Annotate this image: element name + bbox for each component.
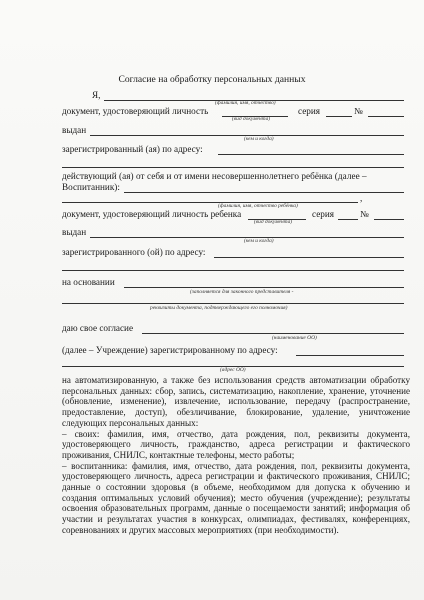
consent-body	[62, 375, 410, 536]
org-hint: (наименование ОО)	[272, 335, 317, 341]
osnovanie-label: на основании	[62, 277, 115, 287]
consent-label: даю свое согласие	[62, 323, 134, 333]
osnovanie-line[interactable]	[124, 287, 404, 288]
fio-hint: (фамилия, имя, отчество)	[215, 100, 276, 106]
institution-label: (далее – Учреждение) зарегистрированному по адресу:	[62, 345, 278, 355]
reg-label: зарегистрированный (ая) по адресу:	[62, 144, 203, 154]
document-title: Согласие на обработку персональных данных	[118, 74, 306, 85]
reg2-label: зарегистрированного (ой) по адресу:	[62, 247, 206, 257]
institution-line-1[interactable]	[296, 355, 404, 356]
comma-mark: ,	[360, 193, 363, 203]
rep-hint: (заполняется для законного представителя -	[190, 289, 294, 295]
body-paragraph-1: на автоматизированную, а также без использования средств автоматизации обработку персональных данных: сбор, запись, систематизацию, накопление, хранение, уточнение (обновление, изменение), извлечение, использование, передачу (распространение, предоставление, доступ), обезличивание, блокирование, удаление, уничтожение следующих персональных данных:	[62, 375, 410, 428]
reg-line-1[interactable]	[218, 154, 404, 155]
seria-label: серия	[298, 106, 321, 116]
reg2-line-2[interactable]	[62, 270, 404, 271]
addr-hint: (адрес ОО)	[220, 367, 246, 373]
child-fio-hint: (фамилия, имя, отчество ребёнка)	[218, 203, 298, 209]
reg2-line-1[interactable]	[214, 257, 404, 258]
seria2-label: серия	[312, 209, 335, 219]
kem2-hint: (кем и когда)	[244, 238, 274, 244]
num2-label: №	[360, 209, 369, 219]
ya-label: Я,	[92, 90, 101, 100]
kem-hint: (кем и когда)	[244, 136, 274, 142]
acting-line2: Воспитанник):	[62, 182, 120, 192]
child-fio-line[interactable]	[62, 202, 358, 203]
osnovanie-line-2[interactable]	[62, 303, 404, 304]
doc-label: документ, удостоверяющий личность	[62, 106, 209, 116]
rep-hint2: реквизиты документа, подтверждающего его полномочия)	[150, 305, 288, 311]
reg-line-2[interactable]	[62, 167, 404, 168]
num2-line[interactable]	[374, 219, 404, 220]
body-paragraph-3: – воспитанника: фамилия, имя, отчество, дата рождения, пол, реквизиты документа, удостоверяющего личность, адреса регистрации и фактического проживания, СНИЛС; данные о состоянии здоровья (в объеме, необходимом для допуска к обучению и создания оптимальных условий обучения); место обучения (учреждение); результаты освоения образовательных программ, данные о посещаемости занятий; информация об участии и результатах участия в конкурсах, олимпиадах, фестивалях, конференциях, соревнованиях и других массовых мероприятиях (при необходимости).	[62, 460, 410, 535]
consent-line[interactable]	[142, 333, 404, 334]
seria-line[interactable]	[326, 116, 352, 117]
doc-type-hint: (вид документа)	[232, 116, 271, 122]
child-doc-label: документ, удостоверяющий личность ребенка	[62, 209, 242, 219]
child-doc-type-hint: (вид документа)	[254, 219, 293, 225]
num-line[interactable]	[368, 116, 404, 117]
num-label: №	[354, 106, 363, 116]
body-paragraph-2: – своих: фамилия, имя, отчество, дата рождения, пол, реквизиты документа, удостоверяющего личность, гражданство, адреса регистрации и фактического проживания, СНИЛС, контактные телефоны, место работы;	[62, 428, 410, 460]
seria2-line[interactable]	[338, 219, 358, 220]
acting-line1: действующий (ая) от себя и от имени несовершеннолетнего ребёнка (далее –	[62, 171, 367, 181]
vydan-label: выдан	[62, 125, 87, 135]
vydan2-label: выдан	[62, 227, 87, 237]
